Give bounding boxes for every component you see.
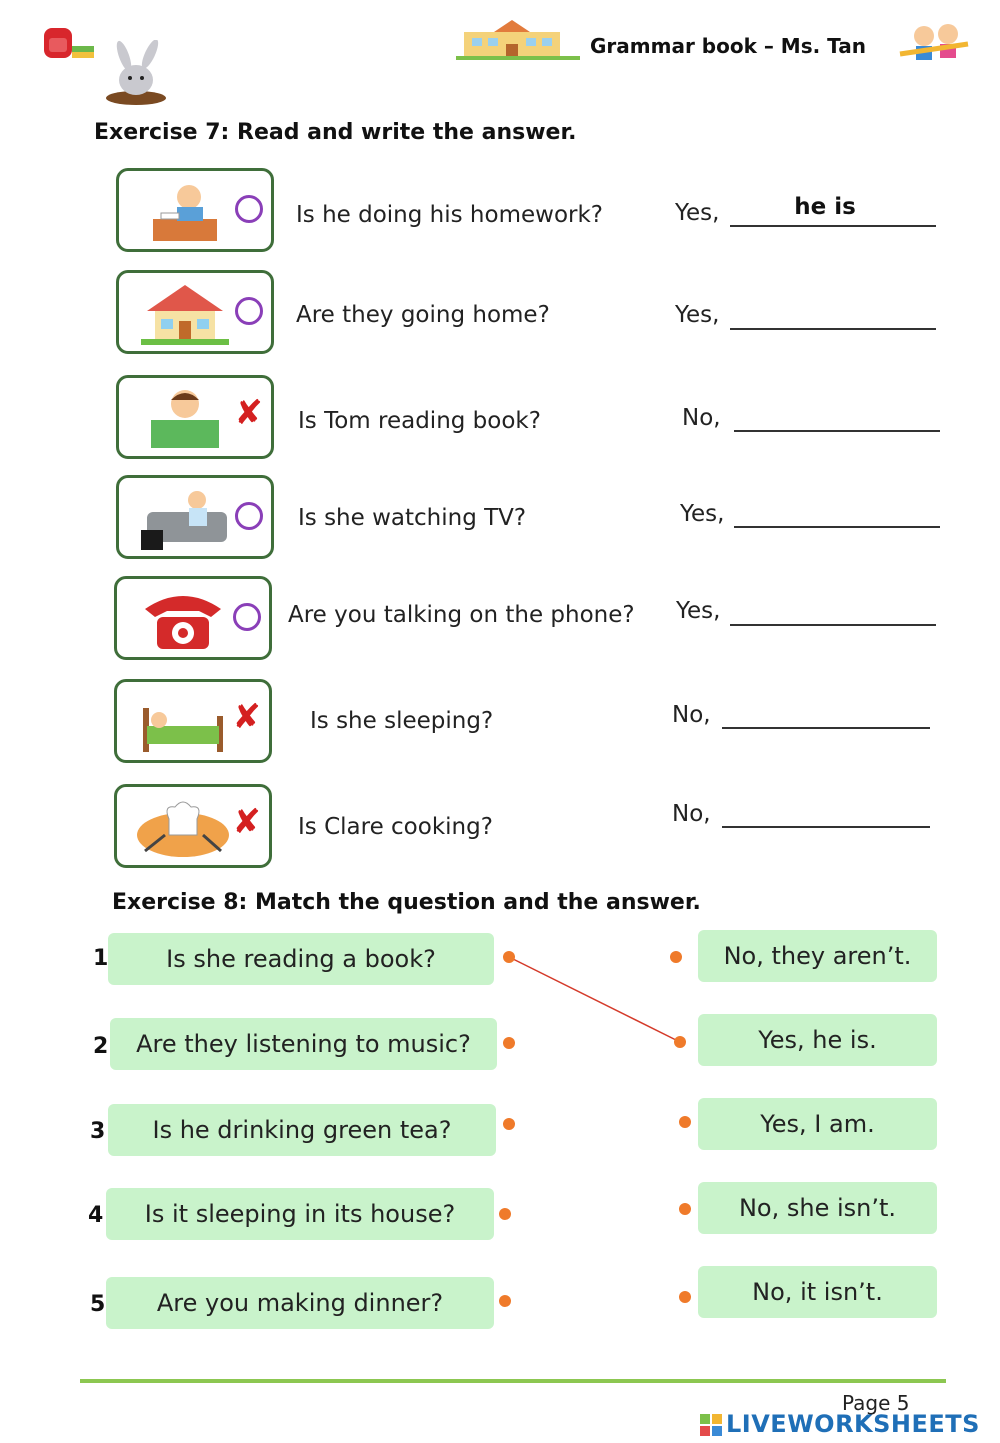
match-answer-dot-5[interactable] [679,1291,691,1303]
match-question-4[interactable]: Is it sleeping in its house? [106,1188,494,1240]
exercise-8-title: Exercise 8: Match the question and the answer. [112,890,701,915]
question-4: Is she watching TV? [298,505,527,531]
match-question-dot-5[interactable] [499,1295,511,1307]
match-question-3[interactable]: Is he drinking green tea? [108,1104,496,1156]
match-question-dot-3[interactable] [503,1118,515,1130]
cross-mark: ✘ [232,697,261,737]
match-answer-dot-2[interactable] [674,1036,686,1048]
match-question-dot-2[interactable] [503,1037,515,1049]
match-question-2[interactable]: Are they listening to music? [110,1018,497,1070]
match-question-dot-4[interactable] [499,1208,511,1220]
question-7: Is Clare cooking? [298,814,493,840]
match-question-dot-1[interactable] [503,951,515,963]
question-6: Is she sleeping? [310,708,494,734]
answer-prefix-7: No, [672,801,711,827]
footer-rule [80,1379,946,1383]
answer-prefix-6: No, [672,702,711,728]
question-5: Are you talking on the phone? [288,602,635,628]
question-number-1: 1 [93,946,109,971]
match-question-5[interactable]: Are you making dinner? [106,1277,494,1329]
match-answer-2[interactable]: Yes, he is. [698,1014,937,1066]
question-1: Is he doing his homework? [296,202,603,228]
question-number-2: 2 [93,1034,109,1059]
question-2: Are they going home? [296,302,550,328]
question-number-4: 4 [88,1203,104,1228]
header-title: Grammar book – Ms. Tan [590,34,866,58]
answer-prefix-5: Yes, [676,598,721,624]
answer-prefix-4: Yes, [680,501,725,527]
page-number: Page 5 [842,1391,910,1415]
question-3: Is Tom reading book? [298,408,541,434]
answer-prefix-1: Yes, [675,200,720,226]
match-answer-dot-4[interactable] [679,1203,691,1215]
exercise-7-title: Exercise 7: Read and write the answer. [94,120,577,145]
match-answer-dot-3[interactable] [679,1116,691,1128]
brand-name[interactable]: LIVEWORKSHEETS [726,1410,980,1438]
question-number-5: 5 [90,1292,106,1317]
liveworksheets-logo-icon [700,1414,722,1436]
question-number-3: 3 [90,1119,106,1144]
cross-mark: ✘ [234,393,263,433]
match-answer-5[interactable]: No, it isn’t. [698,1266,937,1318]
answer-prefix-3: No, [682,405,721,431]
answer-value-1: he is [794,194,856,220]
answer-prefix-2: Yes, [675,302,720,328]
match-answer-3[interactable]: Yes, I am. [698,1098,937,1150]
match-answer-1[interactable]: No, they aren’t. [698,930,937,982]
cross-mark: ✘ [232,802,261,842]
match-answer-4[interactable]: No, she isn’t. [698,1182,937,1234]
match-question-1[interactable]: Is she reading a book? [108,933,494,985]
match-answer-dot-1[interactable] [670,951,682,963]
